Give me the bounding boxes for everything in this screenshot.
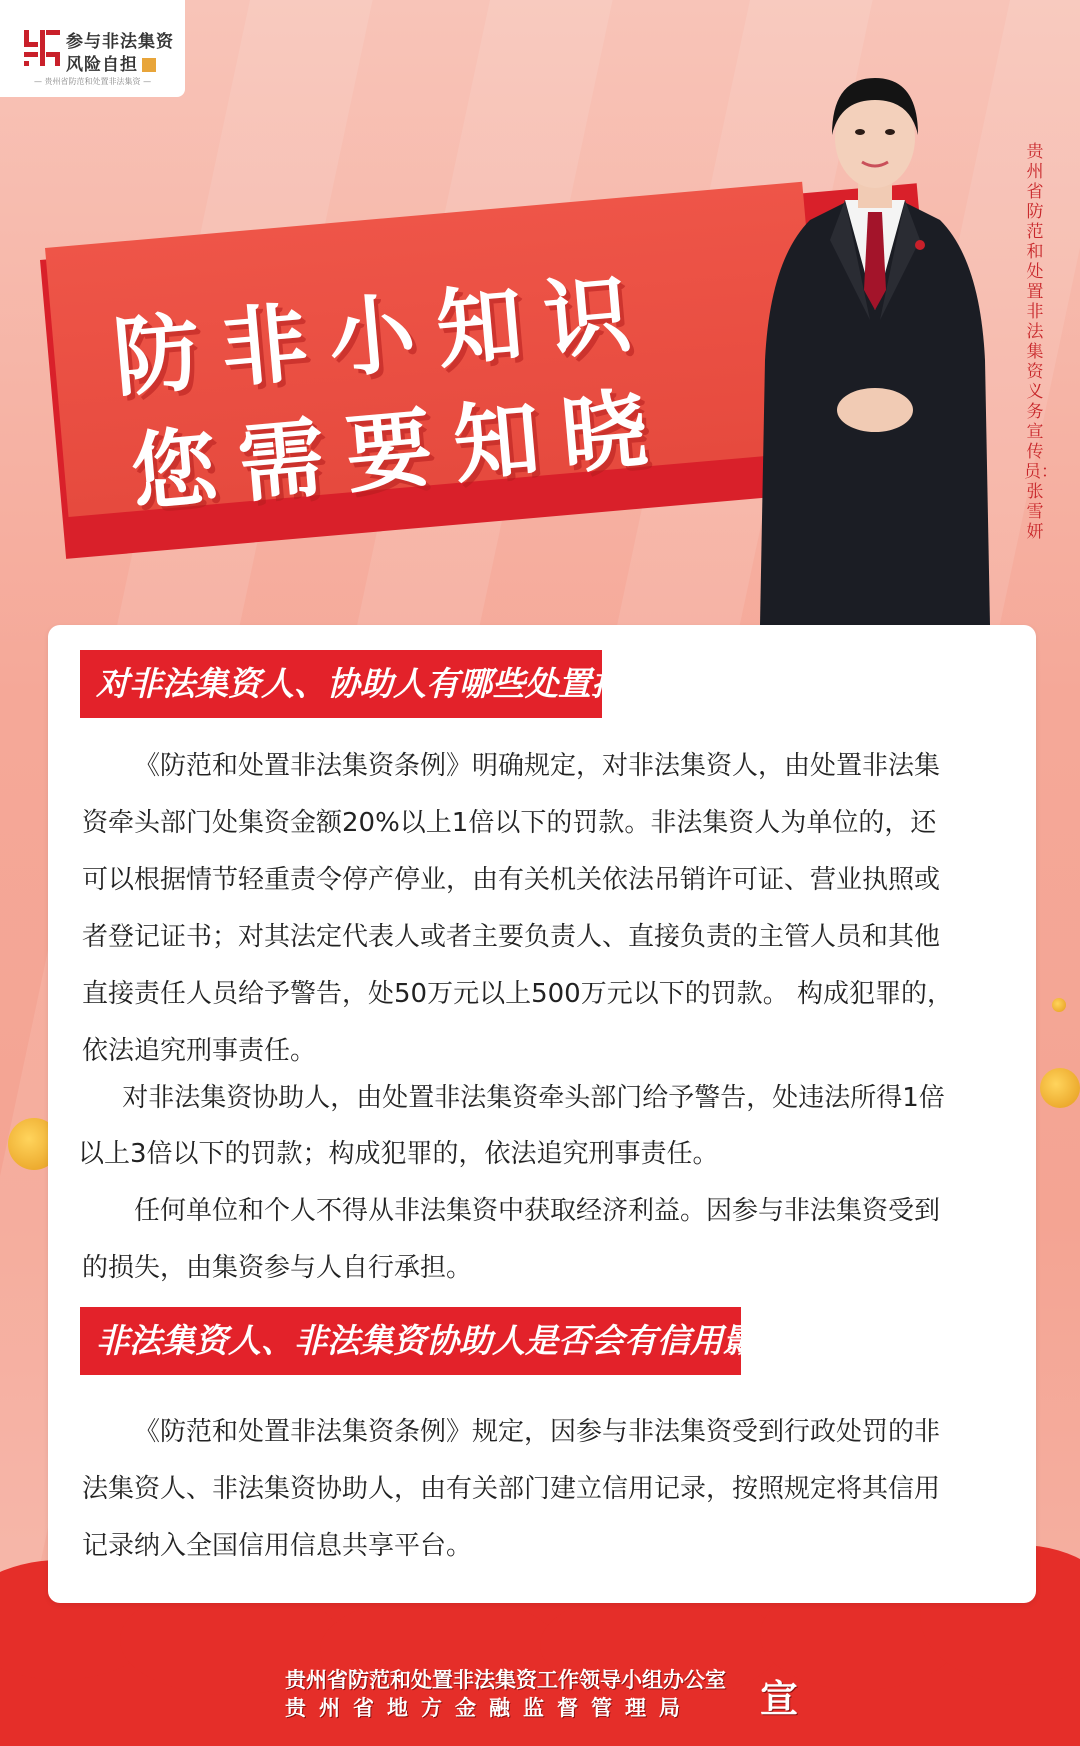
slogan-line2: 您需要知晓: [126, 377, 674, 525]
section1-paragraph2: 对非法集资协助人，由处置非法集资牵头部门给予警告，处违法所得1倍以上3倍以下的罚款；构成犯罪的，依法追究刑事责任。: [78, 1083, 945, 1169]
logo-text-line1: 参与非法集资: [66, 32, 174, 52]
section1-paragraph1: 《防范和处置非法集资条例》明确规定，对非法集资人，由处置非法集资牵头部门处集资金额20%以上1倍以下的罚款。非法集资人为单位的，还可以根据情节轻重责令停产停业，由有关机关依法吊销许可证、营业执照或者登记证书；对其法定代表人或者主要负责人、直接负责的主管人员和其他直接责任人员给予警告，处50万元以上500万元以下的罚款。 构成犯罪的，依法追究刑事责任。: [82, 751, 953, 1066]
footer-org1: 贵州省防范和处置非法集资工作领导小组办公室: [285, 1668, 726, 1692]
section2-heading: 非法集资人、非法集资协助人是否会有信用影响？: [80, 1307, 741, 1375]
coin-icon: [1052, 998, 1066, 1012]
logo-cross-icon: [20, 26, 64, 70]
section1-heading: 对非法集资人、协助人有哪些处置措施？: [80, 650, 602, 718]
slogan-line1: 防非小知识: [109, 262, 657, 410]
coin-icon: [1040, 1068, 1080, 1108]
logo: [0, 0, 185, 97]
section1-paragraph3: 任何单位和个人不得从非法集资中获取经济利益。因参与非法集资受到的损失，由集资参与人自行承担。: [82, 1196, 941, 1283]
logo-text-line2: 风险自担: [66, 50, 156, 75]
spokesperson-credit: 贵州省防范和处置非法集资义务宣传员：张雪妍: [1024, 142, 1058, 542]
section2-paragraph1: 《防范和处置非法集资条例》规定，因参与非法集资受到行政处罚的非法集资人、非法集资协助人，由有关部门建立信用记录，按照规定将其信用记录纳入全国信用信息共享平台。: [82, 1417, 941, 1561]
logo-subtitle: — 贵州省防范和处置非法集资 —: [34, 77, 152, 86]
footer-org2: 贵州省地方金融监督管理局: [285, 1696, 693, 1720]
spokesperson-photo: [740, 60, 1010, 625]
footer-publish-mark: 宣: [760, 1677, 799, 1721]
